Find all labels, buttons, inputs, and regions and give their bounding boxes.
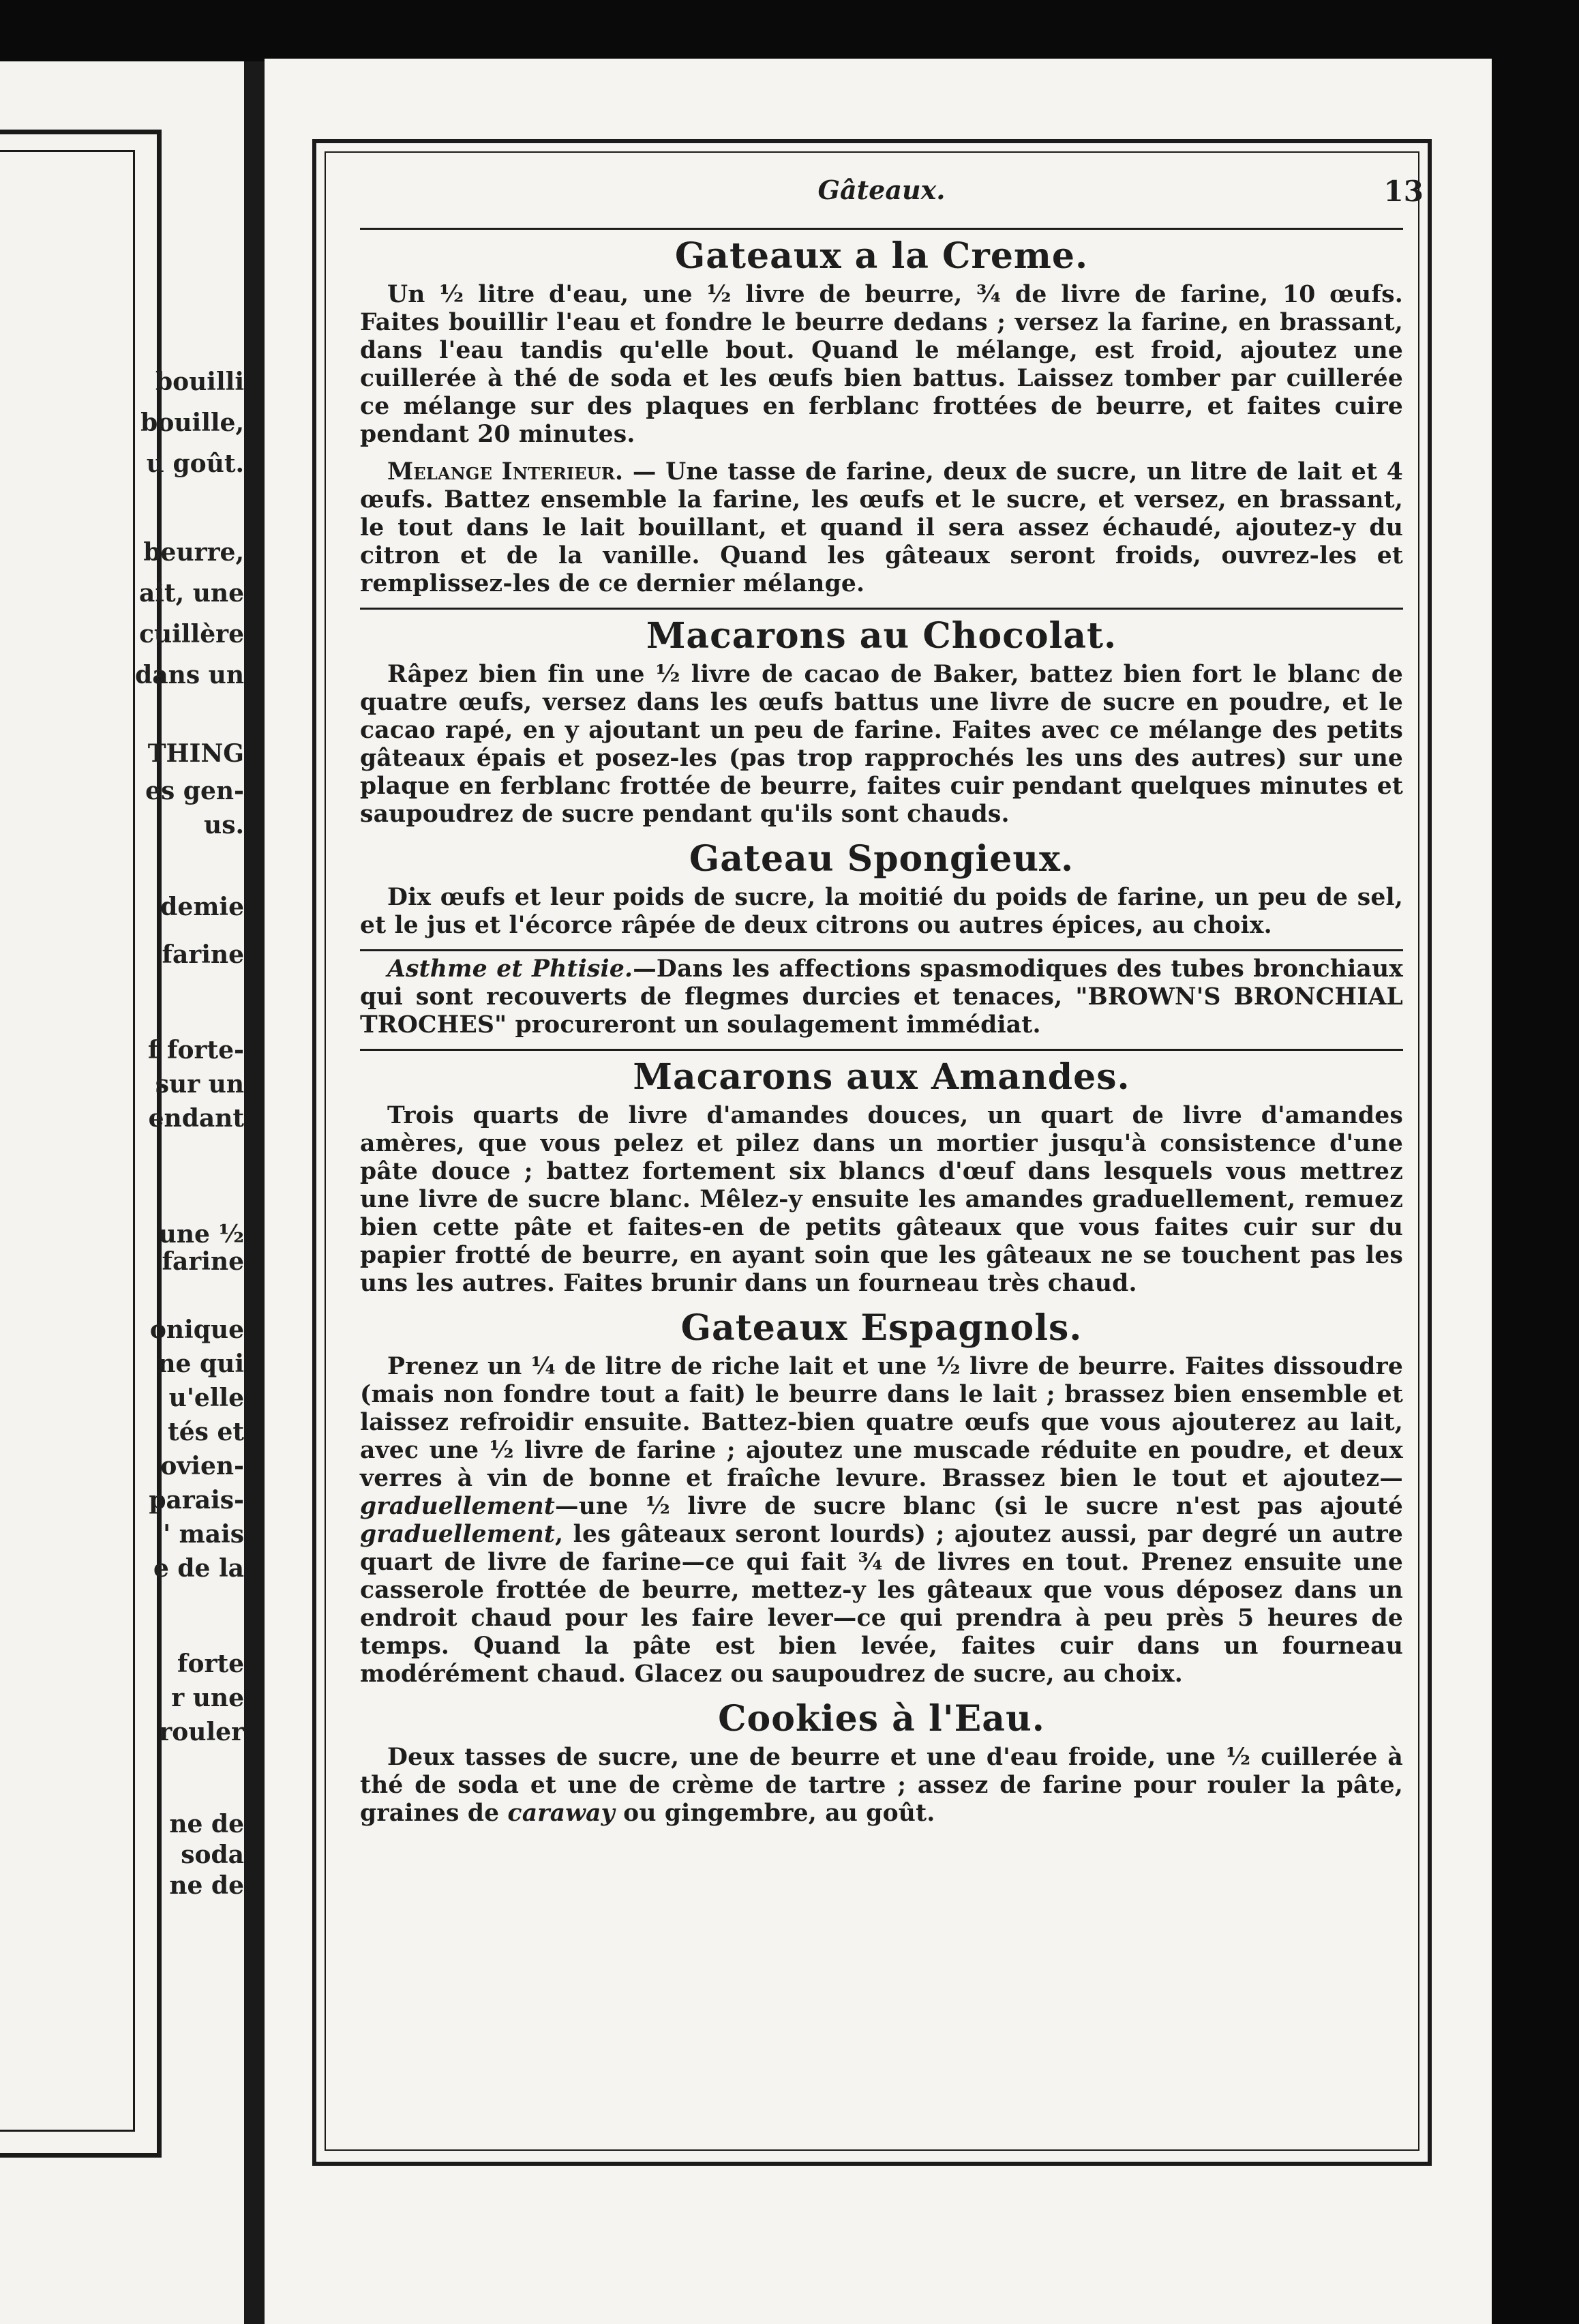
recipe-gateaux-espagnols — [360, 1307, 1403, 1688]
recipe-title: Macarons au Chocolat. — [646, 615, 1117, 657]
recipe-title: Cookies à l'Eau. — [718, 1698, 1045, 1740]
body-part: , les gâteaux seront lourds) ; ajoutez aussi, par degré un autre quart de livre de farine—ce qui fait ¾ de livres en tout. Prenez ensuite une casserole frottée de beurre, mettez-y les gâteaux que vous déposez dans un endroit chaud pour les faire lever—ce qui prendra à peu près 5 heures de temps. Quand la pâte est bien levée, faites cuir dans un fourneau modérément chaud. Glacez ou saupoudrez de sucre, au choix. — [360, 1521, 1403, 1688]
left-page-line: forte — [177, 1650, 244, 1678]
left-page-line: r une — [171, 1684, 244, 1712]
left-page-line: demie — [160, 893, 244, 921]
notice-body — [360, 955, 1403, 1039]
left-page-line: farine — [162, 1247, 244, 1276]
body-part: —une ½ livre de sucre blanc (si le sucre n'est pas ajouté — [555, 1493, 1403, 1520]
recipe-body: Un ½ litre d'eau, une ½ livre de beurre, ¾ de livre de farine, 10 œufs. Faites bouillir l'eau et fondre le beurre dedans ; versez la farine, en brassant, dans l'eau tandis qu'elle bout. Quand le mélange, est froid, ajoutez une cuillerée à thé de soda et les œufs bien battus. Laissez tomber par cuillerée ce mélange sur des plaques en ferblanc frottées de beurre, et faites cuire pendant 20 minutes. — [360, 281, 1403, 448]
left-page-line: endant — [148, 1104, 244, 1133]
left-page-line: ait, une — [139, 579, 244, 608]
notice-text: —Dans les affections spasmodiques des tubes bronchiaux qui sont recouverts de flegmes durcies et tenaces, "BROWN'S BRONCHIAL TROCHES" procureront un soulagement immédiat. — [360, 955, 1403, 1039]
left-page-line: ne qui — [157, 1350, 244, 1378]
left-page-line: cuillère — [139, 620, 244, 649]
page-content — [360, 175, 1424, 1837]
section-rule — [360, 949, 1403, 951]
left-page-line: ne de — [169, 1810, 244, 1838]
left-page-line: u'elle — [168, 1384, 244, 1412]
left-page-line: u goût. — [146, 449, 244, 478]
left-page-line: sur un — [155, 1070, 244, 1099]
left-page-line: ovien- — [160, 1452, 244, 1480]
advertisement-notice — [360, 955, 1403, 1039]
body-part: Prenez un ¼ de litre de riche lait et une ½ livre de beurre. Faites dissoudre (mais non fondre tout a fait) le beurre dans le lait ; brassez bien ensemble et laissez refroidir ensuite. Battez-bien quatre œufs que vous ajouterez au lait, avec une ½ livre de farine ; ajoutez une muscade réduite en poudre, et deux verres à vin de bonne et fraîche levure. Brassez bien le tout et ajoutez— — [360, 1353, 1403, 1492]
italic-term: graduellement — [360, 1493, 556, 1520]
recipe-gateau-spongieux — [360, 838, 1403, 940]
recipe-body: Dix œufs et leur poids de sucre, la moitié du poids de farine, un peu de sel, et le jus et l'écorce râpée de deux citrons ou autres épices, au choix. — [360, 884, 1403, 939]
recipe-body — [360, 1353, 1403, 1688]
page-gutter — [244, 61, 265, 2324]
recipe-body: Râpez bien fin une ½ livre de cacao de Baker, battez bien fort le blanc de quatre œufs, versez dans les œufs battus une livre de sucre en poudre, et le cacao rapé, en y ajoutant un peu de farine. Faites avec ce mélange des petits gâteaux épais et posez-les (pas trop rapprochés les uns des autres) sur une plaque en ferblanc frottée de beurre, faites cuir pendant quelques minutes et saupoudrez de sucre pendant qu'ils sont chauds. — [360, 661, 1403, 828]
section-rule — [360, 608, 1403, 610]
left-page-line: rouler — [159, 1718, 244, 1746]
running-title: Gâteaux. — [817, 175, 946, 205]
left-page-line: es gen- — [145, 777, 244, 805]
left-page-line: bouilli — [155, 368, 244, 396]
italic-term: graduellement — [360, 1521, 556, 1548]
left-page-line: ne de — [169, 1871, 244, 1900]
left-page-line: f forte- — [148, 1036, 244, 1064]
scan-background — [1492, 0, 1579, 2324]
left-page-line: une ½ — [158, 1220, 244, 1249]
recipe-macarons-chocolat — [360, 615, 1403, 829]
left-page-line: farine — [162, 940, 244, 969]
body-part: Deux tasses de sucre, une de beurre et une d'eau froide, une ½ cuillerée à thé de soda et une de crème de tartre ; assez de farine pour rouler la pâte, graines de — [360, 1744, 1403, 1827]
sub-text: — Une tasse de farine, deux de sucre, un litre de lait et 4 œufs. Battez ensemble la farine, les œufs et le sucre, et versez, en brassant, le tout dans le lait bouillant, et quand il sera assez échaudé, ajoutez-y du citron et de la vanille. Quand les gâteaux seront froids, ouvrez-les et remplissez-les de ce dernier mélange. — [360, 458, 1403, 597]
body-part: ou gingembre, au goût. — [614, 1800, 935, 1827]
recipe-gateaux-creme — [360, 235, 1403, 598]
left-page-line: onique — [149, 1315, 244, 1344]
header-rule — [360, 228, 1403, 230]
left-page-line: us. — [204, 811, 244, 839]
recipe-title: Gateaux Espagnols. — [680, 1307, 1083, 1349]
notice-label: Asthme et Phtisie. — [387, 955, 633, 983]
recipe-title: Gateau Spongieux. — [689, 838, 1074, 880]
left-page-line: soda — [181, 1841, 244, 1869]
left-page-line: beurre, — [143, 538, 244, 567]
recipe-macarons-amandes — [360, 1056, 1403, 1298]
recipe-cookies-eau — [360, 1698, 1403, 1828]
page-number: 13 — [1383, 175, 1424, 208]
recipe-title: Macarons aux Amandes. — [633, 1056, 1130, 1098]
recipe-body — [360, 1744, 1403, 1828]
left-page-line: e de la — [153, 1554, 244, 1583]
left-page-frame-inner — [0, 150, 135, 2132]
left-page-line: ' mais — [163, 1520, 244, 1549]
sub-label: Melange Interieur. — [387, 458, 624, 486]
running-head — [360, 175, 1424, 222]
recipe-body: Trois quarts de livre d'amandes douces, un quart de livre d'amandes amères, que vous pelez et pilez dans un mortier jusqu'à consistence d'une pâte douce ; battez fortement six blancs d'œuf dans lesquels vous mettrez une livre de sucre blanc. Mêlez-y ensuite les amandes graduellement, remuez bien cette pâte et faites-en de petits gâteaux que vous faites cuir sur du papier frotté de beurre, en ayant soin que les gâteaux ne se touchent pas les uns les autres. Faites brunir dans un fourneau très chaud. — [360, 1102, 1403, 1297]
left-page-line: bouille, — [140, 408, 244, 437]
left-page-line: tés et — [168, 1418, 244, 1446]
left-page-line: parais- — [149, 1486, 244, 1515]
recipe-sub-body — [360, 458, 1403, 598]
left-facing-page — [0, 61, 244, 2324]
section-rule — [360, 1049, 1403, 1051]
book-page — [265, 59, 1492, 2324]
left-page-line: dans un — [135, 661, 244, 689]
recipe-title: Gateaux a la Creme. — [674, 235, 1089, 277]
left-page-line: THING — [147, 739, 244, 768]
italic-term: caraway — [507, 1800, 615, 1827]
